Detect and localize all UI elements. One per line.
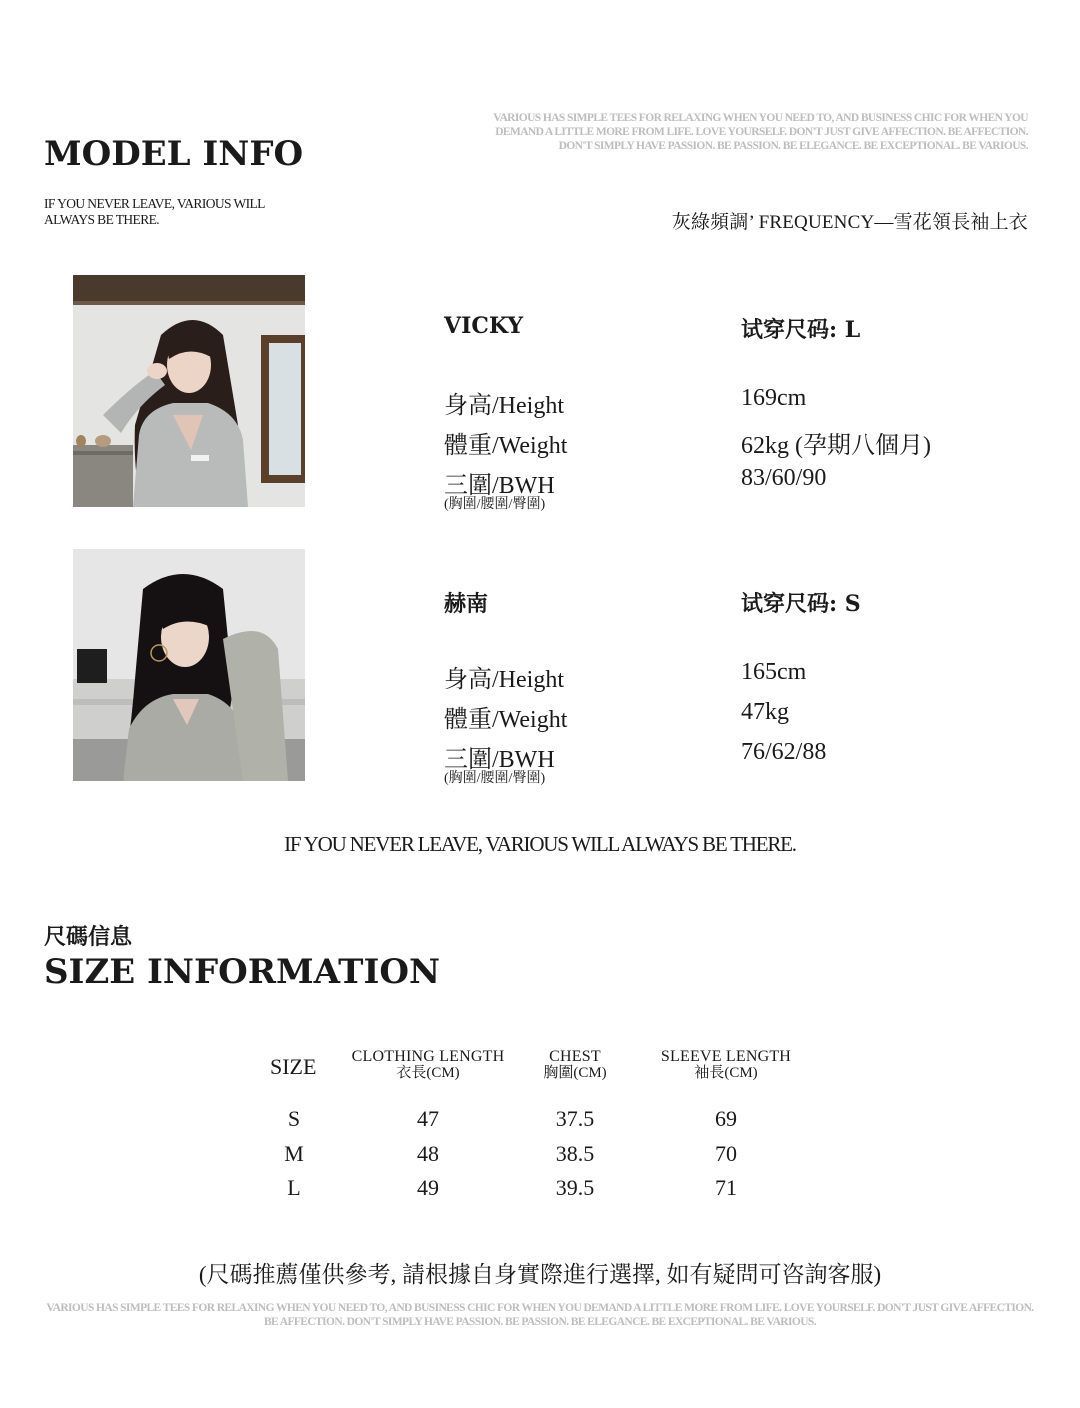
- height-label: 身高/Height: [444, 393, 564, 419]
- weight-value: 62kg (孕期八個月): [741, 433, 931, 459]
- row-chest: 37.5: [555, 1106, 595, 1131]
- sleeve-header-en: SLEEVE LENGTH: [660, 1048, 792, 1065]
- bwh-label: 三圍/BWH: [444, 473, 555, 499]
- length-header-en: CLOTHING LENGTH: [351, 1048, 505, 1065]
- model-name: 赫南: [444, 591, 489, 617]
- bwh-value: 83/60/90: [741, 465, 827, 491]
- bwh-value: 76/62/88: [741, 739, 827, 765]
- row-sleeve: 71: [715, 1175, 737, 1200]
- length-header: [338, 1049, 518, 1081]
- row-sleeve: 70: [715, 1141, 737, 1166]
- model-trial-size: 试穿尺码: S: [741, 591, 861, 617]
- row-chest: 38.5: [555, 1141, 595, 1166]
- row-size: L: [287, 1175, 301, 1200]
- length-header-cn: 衣長(CM): [396, 1065, 460, 1081]
- row-chest: 39.5: [555, 1175, 595, 1200]
- height-value: 165cm: [741, 659, 807, 685]
- footer-blurb: VARIOUS HAS SIMPLE TEES FOR RELAXING WHEN YOU NEED TO, AND BUSINESS CHIC FOR WHEN YOU DEMAND A LITTLE MORE FROM LIFE. LOVE YOURSELF. DON'T JUST GIVE AFFECTION. BE AFFECTION. DON'T SIMPLY HAVE PASSION. BE PASSION. BE ELEGANCE. BE EXCEPTIONAL. BE VARIOUS.: [46, 1302, 1034, 1328]
- row-size: S: [287, 1106, 301, 1131]
- chest-header-en: CHEST: [549, 1048, 601, 1065]
- height-label: 身高/Height: [444, 667, 564, 693]
- model-photo-vicky: [73, 275, 305, 507]
- row-length: 49: [417, 1175, 439, 1200]
- slogan: IF YOU NEVER LEAVE, VARIOUS WILL ALWAYS BE THERE.: [284, 832, 796, 856]
- model-photo-henan: [73, 549, 305, 781]
- sleeve-header: [646, 1049, 806, 1081]
- weight-label: 體重/Weight: [444, 707, 568, 733]
- row-size: M: [284, 1141, 304, 1166]
- weight-value: 47kg: [741, 699, 789, 725]
- bwh-sublabel: (胸圍/腰圍/臀圍): [444, 771, 546, 786]
- height-value: 169cm: [741, 385, 807, 411]
- row-length: 47: [417, 1106, 439, 1131]
- bwh-label: 三圍/BWH: [444, 747, 555, 773]
- tagline: IF YOU NEVER LEAVE, VARIOUS WILL ALWAYS BE THERE.: [44, 196, 265, 227]
- bwh-sublabel: (胸圍/腰圍/臀圍): [444, 497, 546, 512]
- model-trial-size: 试穿尺码: L: [741, 317, 861, 343]
- brand-blurb: VARIOUS HAS SIMPLE TEES FOR RELAXING WHEN YOU NEED TO, AND BUSINESS CHIC FOR WHEN YOU DEMAND A LITTLE MORE FROM LIFE. LOVE YOURSELF. DON'T JUST GIVE AFFECTION. BE AFFECTION. DON'T SIMPLY HAVE PASSION. BE PASSION. BE ELEGANCE. BE EXCEPTIONAL. BE VARIOUS.: [493, 112, 1028, 152]
- product-name: 灰綠頻調’ FREQUENCY—雪花領長袖上衣: [671, 212, 1028, 233]
- size-header: SIZE: [270, 1054, 317, 1079]
- model-name: VICKY: [444, 313, 524, 339]
- weight-label: 體重/Weight: [444, 433, 568, 459]
- size-title-en: SIZE INFORMATION: [44, 952, 441, 992]
- page-title: MODEL INFO: [44, 134, 304, 174]
- row-sleeve: 69: [715, 1106, 737, 1131]
- chest-header-cn: 胸圍(CM): [543, 1065, 607, 1081]
- sleeve-header-cn: 袖長(CM): [694, 1065, 758, 1081]
- size-title-cn: 尺碼信息: [44, 924, 133, 950]
- size-note: (尺碼推薦僅供參考, 請根據自身實際進行選擇, 如有疑問可咨詢客服): [198, 1262, 882, 1287]
- chest-header: [515, 1049, 635, 1081]
- row-length: 48: [417, 1141, 439, 1166]
